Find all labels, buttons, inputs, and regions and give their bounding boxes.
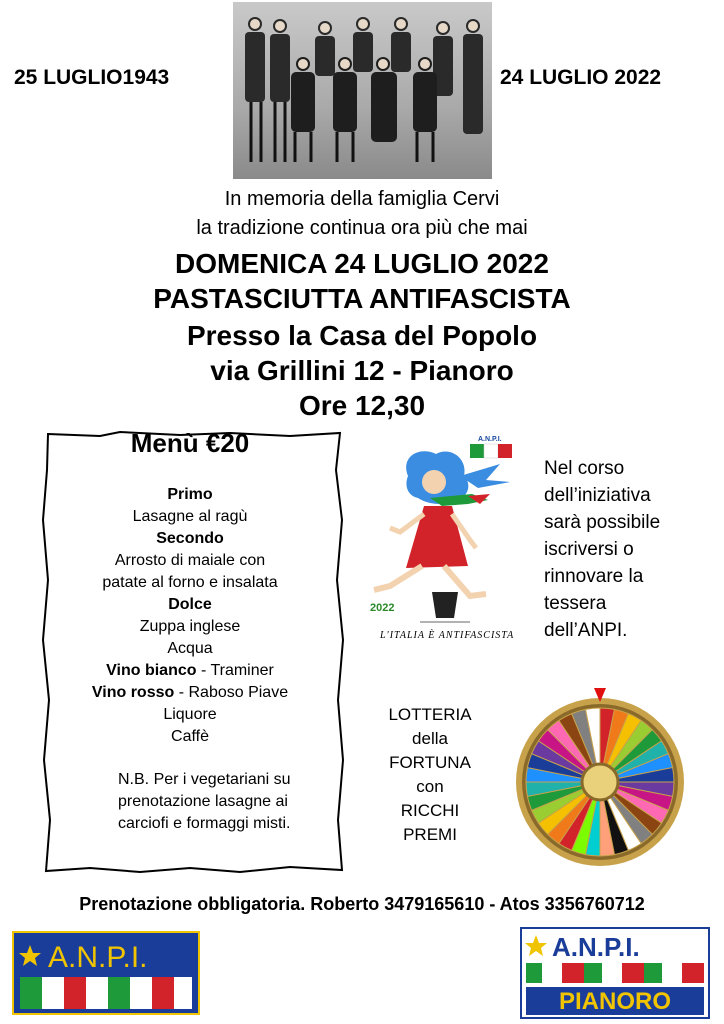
tessera-info bbox=[544, 455, 694, 644]
menu-list bbox=[40, 484, 340, 748]
menu-item: Acqua bbox=[167, 640, 213, 657]
booking-info: Prenotazione obbligatoria. Roberto 3479165610 - Atos 3356760712 bbox=[79, 894, 645, 914]
cervi-family-photo bbox=[233, 2, 492, 179]
menu-item-caffe: Caffè bbox=[171, 728, 209, 745]
menu-scroll bbox=[40, 430, 350, 875]
tessera-line: tessera bbox=[544, 593, 607, 614]
menu-item: Secondo bbox=[156, 530, 224, 547]
date-right: 24 LUGLIO 2022 bbox=[500, 66, 662, 89]
lotteria-line: PREMI bbox=[403, 825, 457, 844]
tessera-line: dell’iniziativa bbox=[544, 485, 651, 506]
event-date: DOMENICA 24 LUGLIO 2022 bbox=[175, 248, 549, 279]
tessera-line: sarà possibile bbox=[544, 512, 661, 533]
girl-drawing bbox=[360, 436, 525, 646]
date-left: 25 LUGLIO1943 bbox=[14, 66, 170, 89]
intro-line-2: la tradizione continua ora più che mai bbox=[196, 217, 528, 239]
anpi-flag-right bbox=[522, 929, 708, 1017]
wine-red-value: - Raboso Piave bbox=[174, 684, 289, 701]
anpi-pianoro-logo bbox=[520, 927, 710, 1019]
lotteria-info bbox=[370, 703, 490, 847]
lotteria-line: della bbox=[412, 729, 448, 748]
menu-item: patate al forno e insalata bbox=[102, 574, 278, 591]
note-line: prenotazione lasagne ai bbox=[118, 793, 288, 810]
menu-item: Arrosto di maiale con bbox=[114, 552, 266, 569]
menu-item-liquore: Liquore bbox=[163, 706, 217, 723]
running-girl-illustration bbox=[360, 436, 525, 646]
tessera-line: iscriversi o bbox=[544, 539, 634, 560]
wine-white-label: Vino bianco bbox=[106, 662, 197, 679]
anpi-logo-left bbox=[12, 931, 200, 1015]
family-photo-image bbox=[233, 2, 492, 179]
anpi-flag-left bbox=[14, 933, 198, 1013]
event-address: via Grillini 12 - Pianoro bbox=[210, 355, 514, 386]
event-name: PASTASCIUTTA ANTIFASCISTA bbox=[153, 283, 571, 314]
event-venue: Presso la Casa del Popolo bbox=[186, 320, 538, 351]
menu-wine-red bbox=[40, 682, 340, 704]
event-time: Ore 12,30 bbox=[298, 390, 426, 421]
wine-red-label: Vino rosso bbox=[91, 684, 175, 701]
tessera-line: dell’ANPI. bbox=[544, 620, 628, 641]
note-line: N.B. Per i vegetariani su bbox=[118, 771, 291, 788]
illustration-year: 2022 bbox=[370, 602, 395, 614]
lotteria-line: RICCHI bbox=[400, 801, 460, 820]
intro-line-1: In memoria della famiglia Cervi bbox=[224, 188, 500, 210]
menu-item: Dolce bbox=[168, 596, 212, 613]
wheel-icon bbox=[510, 688, 690, 868]
menu-item: Primo bbox=[167, 486, 213, 503]
note-line: carciofi e formaggi misti. bbox=[118, 815, 291, 832]
lotteria-line: con bbox=[416, 777, 444, 796]
menu-note bbox=[118, 769, 338, 835]
tessera-line: Nel corso bbox=[544, 458, 625, 479]
wine-white-value: - Traminer bbox=[196, 662, 274, 679]
pianoro-text: PIANORO bbox=[558, 988, 672, 1015]
anpi-mini-label: A.N.P.I. bbox=[478, 436, 502, 443]
menu-item: Zuppa inglese bbox=[139, 618, 241, 635]
wheel-of-fortune bbox=[510, 688, 690, 868]
tessera-line: rinnovare la bbox=[544, 566, 644, 587]
menu-wine-white bbox=[40, 660, 340, 682]
lotteria-line: LOTTERIA bbox=[388, 705, 472, 724]
anpi-left-text: A.N.P.I. bbox=[48, 941, 148, 974]
lotteria-line: FORTUNA bbox=[389, 753, 471, 772]
menu-title: Menù €20 bbox=[130, 428, 250, 458]
illustration-caption: L'ITALIA È ANTIFASCISTA bbox=[380, 630, 515, 641]
anpi-right-text: A.N.P.I. bbox=[552, 932, 640, 962]
menu-item: Lasagne al ragù bbox=[132, 508, 248, 525]
